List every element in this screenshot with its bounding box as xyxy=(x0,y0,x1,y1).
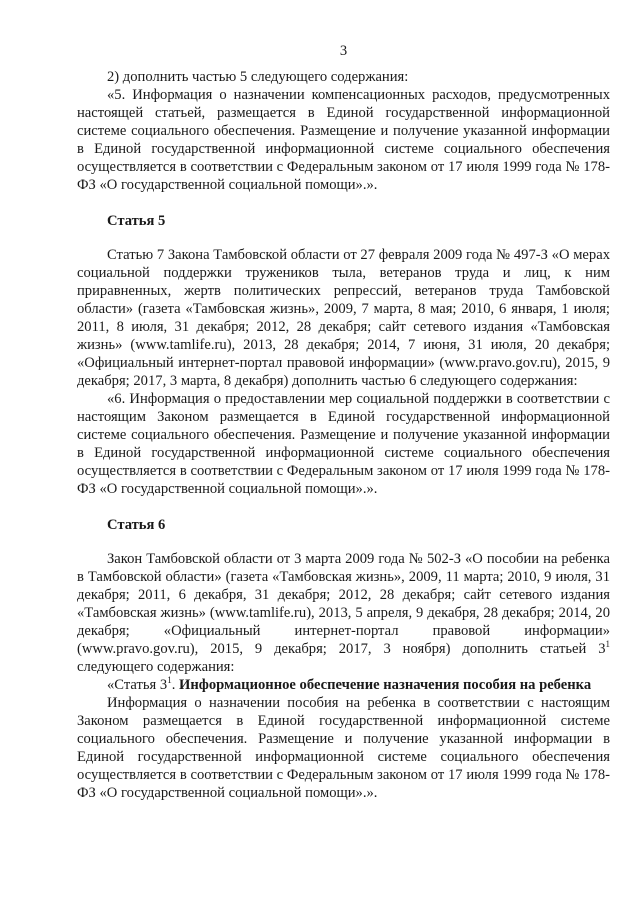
article-6-heading: Статья 6 xyxy=(107,517,166,533)
article-6-body xyxy=(77,550,610,676)
item-2-quote: «5. Информация о назначении компенсационных расходов, предусмотренных настоящей статьей, размещается в Единой государственной информационной системе социального обеспечения. Размещение и получение указанной информации в Единой государственной информационной системе социального обеспечения осуществляется в соответствии с Федеральным законом от 17 июля 1999 года № 178-ФЗ «О государственной социальной помощи».». xyxy=(77,87,610,193)
article-6-body-text: Закон Тамбовской области от 3 марта 2009 года № 502-З «О пособии на ребенка в Тамбовской области» (газета «Тамбовская жизнь», 2009, 11 марта; 2010, 9 июля, 31 декабря; 2011, 6 декабря, 31 декабря; 2012, 28 декабря; сайт сетевого издания «Тамбовская жизнь» (www.tamlife.ru), 2013, 5 апреля, 9 декабря, 28 декабря; 2014, 20 декабря; «Официальный интернет-портал правовой информации» (www.pravo.gov.ru), 2015, 9 декабря; 2017, 3 ноября) дополнить статьей 3 xyxy=(77,551,610,657)
page-number: 3 xyxy=(339,43,348,59)
new-article-prefix: «Статья 3 xyxy=(107,677,168,693)
article-6-body-superscript: 1 xyxy=(605,639,610,650)
new-article-dot: . xyxy=(171,677,176,693)
article-5-body: Статью 7 Закона Тамбовской области от 27 февраля 2009 года № 497-З «О мерах социальной поддержки тружеников тыла, ветеранов труда и лиц, к ним приравненных, жертв политических репрессий, ветеранов труда Тамбовской области» (газета «Тамбовская жизнь», 2009, 7 марта, 8 мая; 2010, 6 января, 1 июля; 2011, 8 июля, 31 декабря; 2012, 28 декабря; сайт сетевого издания «Тамбовская жизнь» (www.tamlife.ru), 2013, 28 декабря; 2014, 7 июня, 31 июля, 20 декабря; «Официальный интернет-портал правовой информации» (www.pravo.gov.ru), 2015, 9 декабря; 2017, 3 марта, 8 декабря) дополнить частью 6 следующего содержания: xyxy=(77,247,610,389)
article-5-quote: «6. Информация о предоставлении мер социальной поддержки в соответствии с настоящим Законом размещается в Единой государственной информационной системе социального обеспечения. Размещение и получение указанной информации в Единой государственной информационной системе социального обеспечения осуществляется в соответствии с Федеральным законом от 17 июля 1999 года № 178-ФЗ «О государственной социальной помощи».». xyxy=(77,391,610,497)
document-page xyxy=(77,42,610,802)
new-article-superscript: 1 xyxy=(167,675,172,686)
new-article-title-line xyxy=(77,676,610,694)
new-article-body: Информация о назначении пособия на ребенка в соответствии с настоящим Законом размещается в Единой государственной информационной системе социального обеспечения. Размещение и получение указанной информации в Единой государственной информационной системе социального обеспечения осуществляется в соответствии с Федеральным законом от 17 июля 1999 года № 178-ФЗ «О государственной социальной помощи».». xyxy=(77,695,610,801)
item-2-intro: 2) дополнить частью 5 следующего содержания: xyxy=(107,69,409,85)
new-article-title: Информационное обеспечение назначения пособия на ребенка xyxy=(179,677,592,693)
article-6-body-tail: следующего содержания: xyxy=(77,659,235,675)
article-5-heading: Статья 5 xyxy=(107,213,166,229)
